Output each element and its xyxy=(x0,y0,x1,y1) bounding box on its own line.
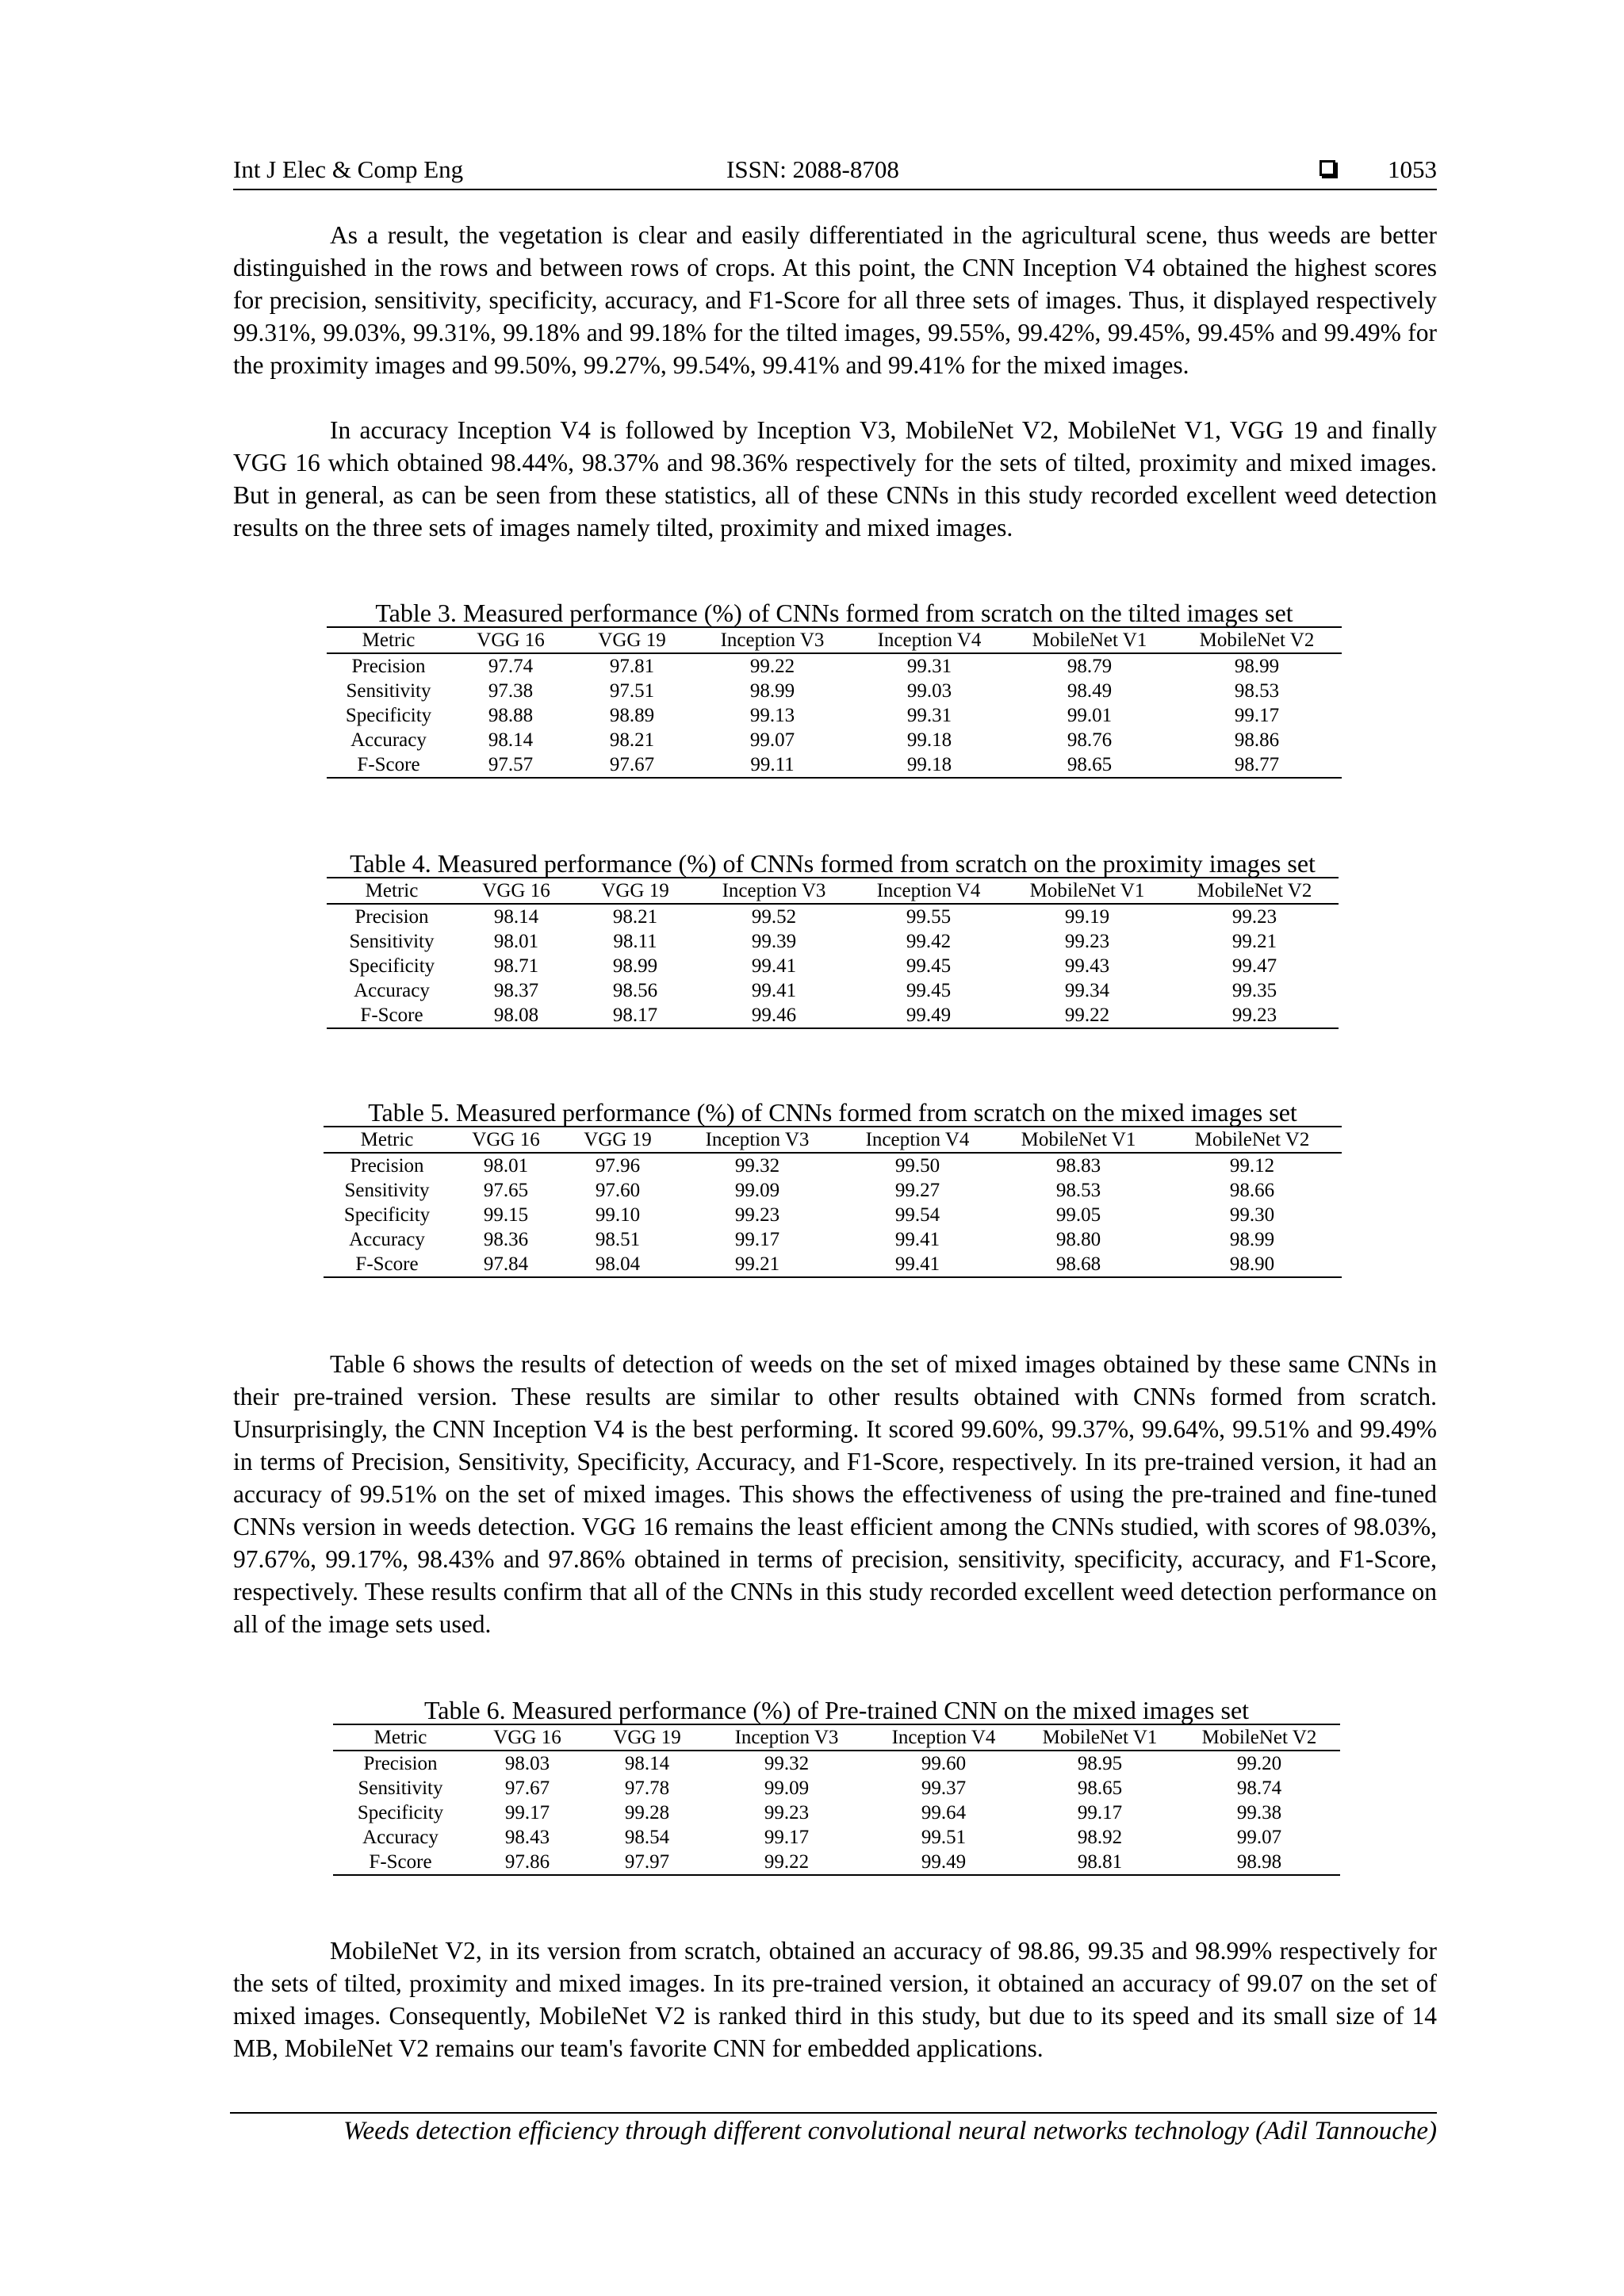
table-cell: 98.53 xyxy=(1234,680,1280,702)
table-row xyxy=(333,1800,1340,1825)
paragraph-4: MobileNet V2, in its version from scratch, obtained an accuracy of 98.86, 99.35 and 98.99% respectively for the sets of tilted, proximity and mixed images. In its pre-trained version, it obtained an accuracy of 99.07 on the set of mixed images. Consequently, MobileNet V2 is ranked third in this study, but due to its speed and its small size of 14 MB, MobileNet V2 remains our team's favorite CNN for embedded applications. xyxy=(233,1937,1437,2062)
table-cell: 98.99 xyxy=(1234,656,1280,677)
table-cell: Accuracy xyxy=(349,1229,425,1250)
table-cell: 99.23 xyxy=(1231,906,1277,928)
column-header: Metric xyxy=(360,1129,414,1150)
table-row xyxy=(333,1850,1340,1875)
table-cell: F-Score xyxy=(355,1253,419,1275)
table-cell: 98.01 xyxy=(483,1155,529,1177)
table-cell: 99.35 xyxy=(1231,980,1277,1001)
table-cell: 98.03 xyxy=(504,1753,550,1774)
table-cell: 99.41 xyxy=(894,1253,940,1275)
table-cell: 99.13 xyxy=(749,705,795,726)
table-cell: 98.11 xyxy=(613,931,657,952)
table-cell: 97.78 xyxy=(624,1777,670,1799)
table-cell: 98.14 xyxy=(624,1753,670,1774)
column-header: MobileNet V2 xyxy=(1197,880,1312,901)
table-cell: 99.45 xyxy=(906,980,952,1001)
table-cell: 99.22 xyxy=(764,1851,810,1873)
table-cell: 98.51 xyxy=(595,1229,641,1250)
column-header: Inception V3 xyxy=(720,629,825,651)
table-cell: 99.31 xyxy=(906,705,952,726)
table-row xyxy=(333,1751,1340,1776)
table-cell: 98.08 xyxy=(493,1004,539,1026)
table-cell: 98.21 xyxy=(612,906,658,928)
column-header: Inception V4 xyxy=(876,880,981,901)
table-cell: 98.74 xyxy=(1236,1777,1282,1799)
table-cell: 99.18 xyxy=(906,729,952,751)
table-cell: 98.83 xyxy=(1055,1155,1101,1177)
table-cell: 97.74 xyxy=(488,656,534,677)
column-header: MobileNet V1 xyxy=(1021,1129,1136,1150)
table-cell: 99.32 xyxy=(734,1155,780,1177)
column-header: Inception V4 xyxy=(865,1129,970,1150)
table-cell: 98.36 xyxy=(483,1229,529,1250)
table-cell: 99.15 xyxy=(483,1204,529,1226)
table-cell: 98.14 xyxy=(488,729,534,751)
table-cell: 98.68 xyxy=(1055,1253,1101,1275)
table-cell: 99.01 xyxy=(1067,705,1113,726)
column-header: MobileNet V2 xyxy=(1199,629,1315,651)
table-cell: Precision xyxy=(363,1753,438,1774)
page-number: 1053 xyxy=(1388,155,1437,183)
table-grid xyxy=(327,877,1339,1029)
table-cell: 98.99 xyxy=(749,680,795,702)
column-header: MobileNet V1 xyxy=(1032,629,1147,651)
table-cell: Specificity xyxy=(345,705,432,726)
table-cell: 97.86 xyxy=(504,1851,550,1873)
table-cell: 99.20 xyxy=(1236,1753,1282,1774)
table-cell: 99.05 xyxy=(1055,1204,1101,1226)
table-cell: 98.14 xyxy=(493,906,539,928)
table-cell: 99.49 xyxy=(906,1004,952,1026)
table-cell: 99.28 xyxy=(624,1802,670,1823)
table-cell: 97.67 xyxy=(504,1777,550,1799)
table-cell: 99.17 xyxy=(1234,705,1280,726)
table-cell: 99.17 xyxy=(504,1802,550,1823)
table-cell: 99.60 xyxy=(921,1753,967,1774)
table-caption: Table 5. Measured performance (%) of CNNs formed from scratch on the mixed images set xyxy=(368,1098,1297,1127)
table-cell: 99.47 xyxy=(1231,955,1277,977)
table-cell: 98.99 xyxy=(612,955,658,977)
table-cell: Precision xyxy=(351,656,426,677)
table-cell: 99.12 xyxy=(1229,1155,1275,1177)
footer-divider xyxy=(230,2112,1437,2114)
table-cell: 99.41 xyxy=(751,955,797,977)
table-cell: 99.64 xyxy=(921,1802,967,1823)
table-cell: 98.43 xyxy=(504,1827,550,1848)
table-header-row xyxy=(324,1127,1342,1153)
table-cell: Sensitivity xyxy=(346,680,431,702)
table-cell: 98.99 xyxy=(1229,1229,1275,1250)
issn: ISSN: 2088-8708 xyxy=(726,155,899,183)
journal-name: Int J Elec & Comp Eng xyxy=(233,155,464,183)
table-cell: 99.11 xyxy=(750,754,795,775)
table-grid xyxy=(327,626,1342,779)
table-cell: 98.71 xyxy=(493,955,539,977)
table-cell: Accuracy xyxy=(354,980,430,1001)
table-cell: 99.22 xyxy=(749,656,795,677)
table-row xyxy=(327,653,1342,679)
table-row xyxy=(327,679,1342,703)
table-cell: Specificity xyxy=(343,1204,431,1226)
table-cell: F-Score xyxy=(369,1851,432,1873)
table-grid xyxy=(333,1724,1340,1876)
table-cell: 98.65 xyxy=(1067,754,1113,775)
table-cell: 98.95 xyxy=(1077,1753,1123,1774)
running-header xyxy=(233,151,1437,190)
table-cell: 99.38 xyxy=(1236,1802,1282,1823)
table-header-row xyxy=(327,878,1339,904)
table-caption: Table 3. Measured performance (%) of CNNs formed from scratch on the tilted images set xyxy=(375,599,1293,627)
table-row xyxy=(324,1252,1342,1277)
table-cell: 99.41 xyxy=(894,1229,940,1250)
table-cell: 99.23 xyxy=(1064,931,1110,952)
table-cell: Accuracy xyxy=(350,729,427,751)
table-cell: 99.21 xyxy=(734,1253,780,1275)
table-cell: 98.77 xyxy=(1234,754,1280,775)
table-cell: 98.92 xyxy=(1077,1827,1123,1848)
table-grid xyxy=(324,1126,1342,1278)
table-cell: 98.98 xyxy=(1236,1851,1282,1873)
table-cell: 97.38 xyxy=(488,680,534,702)
column-header: VGG 19 xyxy=(598,629,666,651)
table-cell: 99.17 xyxy=(734,1229,780,1250)
table-row xyxy=(324,1153,1342,1178)
table-row xyxy=(327,978,1339,1003)
table-cell: 99.46 xyxy=(751,1004,797,1026)
table-4 xyxy=(312,850,1353,1029)
table-cell: Accuracy xyxy=(362,1827,439,1848)
paragraph-3: Table 6 shows the results of detection of weeds on the set of mixed images obtained by these same CNNs in their pre-trained version. These results are similar to other results obtained with CNNs formed from scratch. Unsurprisingly, the CNN Inception V4 is the best performing. It scored 99.60%, 99.37%, 99.64%, 99.51% and 99.49% in terms of Precision, Sensitivity, Specificity, Accuracy, and F1-Score, respectively. In its pre-trained version, it had an accuracy of 99.51% on the set of mixed images. This shows the effectiveness of using the pre-trained and fine-tuned CNNs version in weeds detection. VGG 16 remains the least efficient among the CNNs studied, with scores of 98.03%, 97.67%, 99.17%, 98.43% and 97.86% obtained in terms of precision, sensitivity, specificity, accuracy, and F1-Score, respectively. These results confirm that all of the CNNs in this study recorded excellent weed detection performance on all of the image sets used. xyxy=(233,1350,1437,1638)
table-cell: 99.23 xyxy=(764,1802,810,1823)
table-cell: 98.37 xyxy=(493,980,539,1001)
table-cell: 98.49 xyxy=(1067,680,1113,702)
table-cell: 99.21 xyxy=(1231,931,1277,952)
column-header: VGG 19 xyxy=(584,1129,652,1150)
table-cell: 98.81 xyxy=(1077,1851,1123,1873)
table-cell: 99.45 xyxy=(906,955,952,977)
table-cell: 99.10 xyxy=(595,1204,641,1226)
table-cell: 98.80 xyxy=(1055,1229,1101,1250)
table-cell: 99.37 xyxy=(921,1777,967,1799)
table-cell: Precision xyxy=(350,1155,424,1177)
table-3 xyxy=(327,599,1342,779)
column-header: MobileNet V1 xyxy=(1029,880,1145,901)
table-cell: 97.96 xyxy=(595,1155,641,1177)
table-cell: 99.17 xyxy=(1077,1802,1123,1823)
column-header: Inception V3 xyxy=(722,880,826,901)
table-cell: 97.97 xyxy=(624,1851,670,1873)
table-row xyxy=(327,703,1342,728)
table-cell: 98.66 xyxy=(1229,1180,1275,1201)
table-cell: 99.54 xyxy=(894,1204,940,1226)
table-cell: 98.86 xyxy=(1234,729,1280,751)
table-cell: 98.56 xyxy=(612,980,658,1001)
table-cell: 97.65 xyxy=(483,1180,529,1201)
table-cell: 99.18 xyxy=(906,754,952,775)
column-header: VGG 19 xyxy=(613,1727,681,1748)
table-cell: F-Score xyxy=(357,754,420,775)
table-cell: 98.65 xyxy=(1077,1777,1123,1799)
column-header: VGG 16 xyxy=(477,629,545,651)
table-row xyxy=(324,1227,1342,1252)
table-cell: 99.30 xyxy=(1229,1204,1275,1226)
table-cell: 97.84 xyxy=(483,1253,529,1275)
table-cell: Sensitivity xyxy=(344,1180,430,1201)
table-cell: 99.27 xyxy=(894,1180,940,1201)
table-cell: 97.81 xyxy=(609,656,655,677)
table-cell: 99.31 xyxy=(906,656,952,677)
table-cell: 99.03 xyxy=(906,680,952,702)
table-caption: Table 6. Measured performance (%) of Pre-trained CNN on the mixed images set xyxy=(423,1696,1250,1724)
column-header: VGG 19 xyxy=(601,880,669,901)
table-cell: 98.01 xyxy=(493,931,539,952)
paragraph-1: As a result, the vegetation is clear and easily differentiated in the agricultural scene, thus weeds are better distinguished in the rows and between rows of crops. At this point, the CNN Inception V4 obtained the highest scores for precision, sensitivity, specificity, accuracy, and F1-Score for all three sets of images. Thus, it displayed respectively 99.31%, 99.03%, 99.31%, 99.18% and 99.18% for the tilted images, 99.55%, 99.42%, 99.45%, 99.45% and 99.49% for the proximity images and 99.50%, 99.27%, 99.54%, 99.41% and 99.41% for the mixed images. xyxy=(233,221,1437,379)
table-cell: Sensitivity xyxy=(349,931,435,952)
column-header: VGG 16 xyxy=(482,880,550,901)
table-cell: 97.60 xyxy=(595,1180,641,1201)
table-cell: 98.79 xyxy=(1067,656,1113,677)
column-header: VGG 16 xyxy=(493,1727,561,1748)
table-cell: 99.09 xyxy=(734,1180,780,1201)
column-header: VGG 16 xyxy=(472,1129,540,1150)
table-caption: Table 4. Measured performance (%) of CNNs formed from scratch on the proximity images set xyxy=(350,849,1316,878)
square-bullet-icon xyxy=(1320,160,1335,176)
table-row xyxy=(333,1825,1340,1850)
paragraph-2: In accuracy Inception V4 is followed by Inception V3, MobileNet V2, MobileNet V1, VGG 19 and finally VGG 16 which obtained 98.44%, 98.37% and 98.36% respectively for the sets of tilted, proximity and mixed images. But in general, as can be seen from these statistics, all of these CNNs in this study recorded excellent weed detection results on the three sets of images namely tilted, proximity and mixed images. xyxy=(233,416,1437,541)
column-header: MobileNet V2 xyxy=(1201,1727,1317,1748)
table-cell: 98.04 xyxy=(595,1253,641,1275)
table-row xyxy=(324,1178,1342,1203)
table-5 xyxy=(324,1099,1342,1278)
table-row xyxy=(327,929,1339,954)
table-row xyxy=(327,752,1342,778)
table-row xyxy=(333,1776,1340,1800)
table-cell: 99.23 xyxy=(734,1204,780,1226)
table-cell: 99.23 xyxy=(1231,1004,1277,1026)
table-6 xyxy=(333,1697,1340,1876)
table-cell: 99.39 xyxy=(751,931,797,952)
running-footer: Weeds detection efficiency through different convolutional neural networks technology (Adil Tannouche) xyxy=(343,2117,1437,2145)
table-cell: 97.67 xyxy=(609,754,655,775)
table-row xyxy=(327,1003,1339,1028)
column-header: MobileNet V2 xyxy=(1194,1129,1310,1150)
table-cell: 98.88 xyxy=(488,705,534,726)
column-header: Inception V4 xyxy=(877,629,982,651)
table-row xyxy=(327,954,1339,978)
table-cell: 98.54 xyxy=(624,1827,670,1848)
column-header: Metric xyxy=(362,629,416,651)
table-cell: 98.53 xyxy=(1055,1180,1101,1201)
table-cell: 99.09 xyxy=(764,1777,810,1799)
table-cell: Sensitivity xyxy=(358,1777,443,1799)
table-cell: 98.76 xyxy=(1067,729,1113,751)
table-cell: 99.22 xyxy=(1064,1004,1110,1026)
table-row xyxy=(324,1203,1342,1227)
table-cell: 99.17 xyxy=(764,1827,810,1848)
table-cell: Precision xyxy=(354,906,429,928)
table-cell: 97.51 xyxy=(609,680,655,702)
column-header: Inception V3 xyxy=(734,1727,839,1748)
table-cell: 99.50 xyxy=(894,1155,940,1177)
table-cell: 99.52 xyxy=(751,906,797,928)
table-cell: 99.51 xyxy=(921,1827,967,1848)
table-cell: 99.55 xyxy=(906,906,952,928)
table-row xyxy=(327,728,1342,752)
table-cell: 98.89 xyxy=(609,705,655,726)
table-cell: 99.19 xyxy=(1064,906,1110,928)
table-row xyxy=(327,904,1339,929)
table-cell: 99.07 xyxy=(749,729,795,751)
table-header-row xyxy=(333,1724,1340,1751)
table-cell: 99.41 xyxy=(751,980,797,1001)
column-header: Inception V4 xyxy=(891,1727,996,1748)
table-cell: Specificity xyxy=(357,1802,444,1823)
table-cell: 98.21 xyxy=(609,729,655,751)
table-cell: 97.57 xyxy=(488,754,534,775)
table-cell: F-Score xyxy=(360,1004,423,1026)
table-header-row xyxy=(327,627,1342,653)
column-header: Metric xyxy=(365,880,419,901)
table-cell: 99.49 xyxy=(921,1851,967,1873)
column-header: MobileNet V1 xyxy=(1042,1727,1158,1748)
table-cell: 99.34 xyxy=(1064,980,1110,1001)
column-header: Inception V3 xyxy=(705,1129,810,1150)
table-cell: 99.42 xyxy=(906,931,952,952)
table-cell: Specificity xyxy=(348,955,435,977)
column-header: Metric xyxy=(373,1727,427,1748)
table-cell: 98.90 xyxy=(1229,1253,1275,1275)
table-cell: 99.32 xyxy=(764,1753,810,1774)
table-cell: 98.17 xyxy=(612,1004,658,1026)
table-cell: 99.43 xyxy=(1064,955,1110,977)
table-cell: 99.07 xyxy=(1236,1827,1282,1848)
